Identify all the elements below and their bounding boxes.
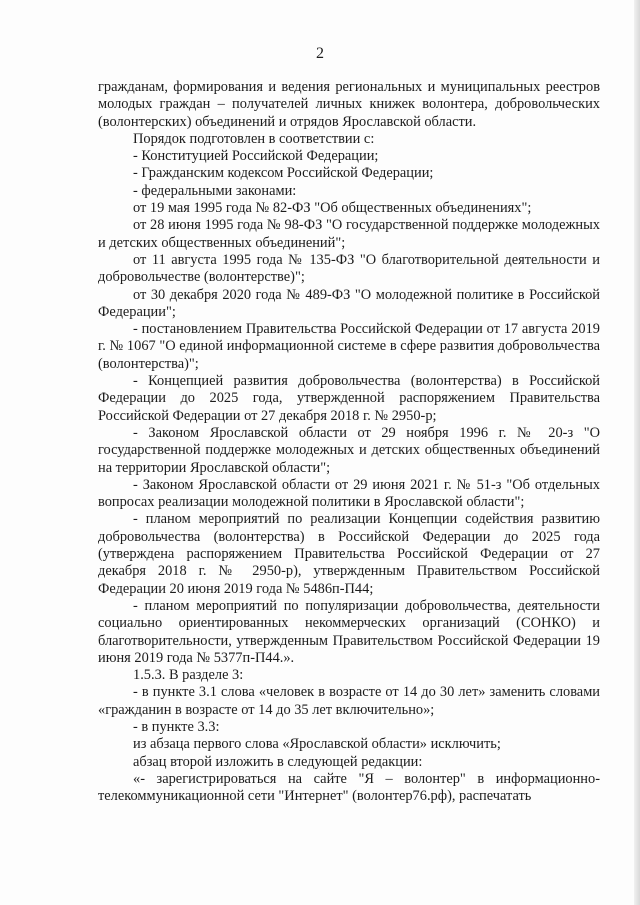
page-number: 2 (316, 45, 324, 62)
paragraph-regional-law-20: - Законом Ярославской области от 29 ноября 1996 г. № 20-з "О государственной поддержке молодежных и детских общественных объединений на территории Ярославской области"; (98, 424, 600, 476)
paragraph-law-82: от 19 мая 1995 года № 82-ФЗ "Об общественных объединениях"; (133, 200, 532, 217)
paragraph-law-489: от 30 декабря 2020 года № 489-ФЗ "О молодежной политике в Российской Федерации"; (98, 286, 600, 320)
paragraph-continuation: гражданам, формирования и ведения региональных и муниципальных реестров молодых граждан – получателей личных книжек волонтера, добровольческих (волонтерских) объединений и отрядов Ярославской области. (98, 79, 600, 130)
paragraph-basis-intro: Порядок подготовлен в соответствии с: (133, 130, 375, 147)
paragraph-plan-5486: - планом мероприятий по реализации Концепции содействия развитию добровольчества (волонтерства) в Российской Федерации до 2025 года (утверждена распоряжением Правительства Российской Федерации от 27 декабря 2018 г. № 2950-р), утвержденным Правительством Российской Федерации 20 июня 2019 года № 5486п-П44; (98, 511, 600, 597)
paragraph-law-135: от 11 августа 1995 года № 135-ФЗ "О благотворительной деятельности и добровольчестве (волонтерстве)"; (98, 251, 600, 286)
paragraph-resolution-1067: - постановлением Правительства Российской Федерации от 17 августа 2019 г. № 1067 "О единой информационной системе в сфере развития добровольчества (волонтерства)"; (98, 321, 600, 372)
paragraph-item-3-3: - в пункте 3.3: (133, 718, 220, 735)
paragraph-first-abzac: из абзаца первого слова «Ярославской области» исключить; (133, 736, 501, 753)
paragraph-regional-law-51: - Законом Ярославской области от 29 июня 2021 г. № 51-з "Об отдельных вопросах реализации молодежной политики в Ярославской области"; (98, 476, 600, 511)
paragraph-concept-2025: - Концепцией развития добровольчества (волонтерства) в Российской Федерации до 2025 года, утвержденной распоряжением Правительства Российской Федерации от 27 декабря 2018 г. № 2950-р; (98, 373, 600, 424)
paragraph-civil-code: - Гражданским кодексом Российской Федерации; (133, 165, 434, 182)
page-edge-shadow (634, 0, 640, 905)
paragraph-law-98: от 28 июня 1995 года № 98-ФЗ "О государственной поддержке молодежных и детских общественных объединений"; (98, 217, 600, 251)
paragraph-item-3-1: - в пункте 3.1 слова «человек в возрасте от 14 до 30 лет» заменить словами «гражданин в возрасте от 14 до 35 лет включительно»; (98, 684, 600, 718)
paragraph-plan-5377: - планом мероприятий по популяризации добровольчества, деятельности социально ориентированных некоммерческих организаций (СОНКО) и благотворительности, утвержденным Правительством Российской Федерации 19 июня 2019 года № 5377п-П44.». (98, 597, 600, 666)
paragraph-second-abzac: абзац второй изложить в следующей редакции: (133, 753, 423, 770)
paragraph-constitution: - Конституцией Российской Федерации; (133, 148, 379, 165)
document-body (98, 79, 600, 805)
paragraph-new-wording: «- зарегистрироваться на сайте "Я – волонтер" в информационно-телекоммуникационной сети "Интернет" (волонтер76.рф), распечатать (98, 770, 600, 805)
paragraph-section-1-5-3: 1.5.3. В разделе 3: (133, 667, 244, 684)
paragraph-federal-laws: - федеральными законами: (133, 182, 297, 199)
